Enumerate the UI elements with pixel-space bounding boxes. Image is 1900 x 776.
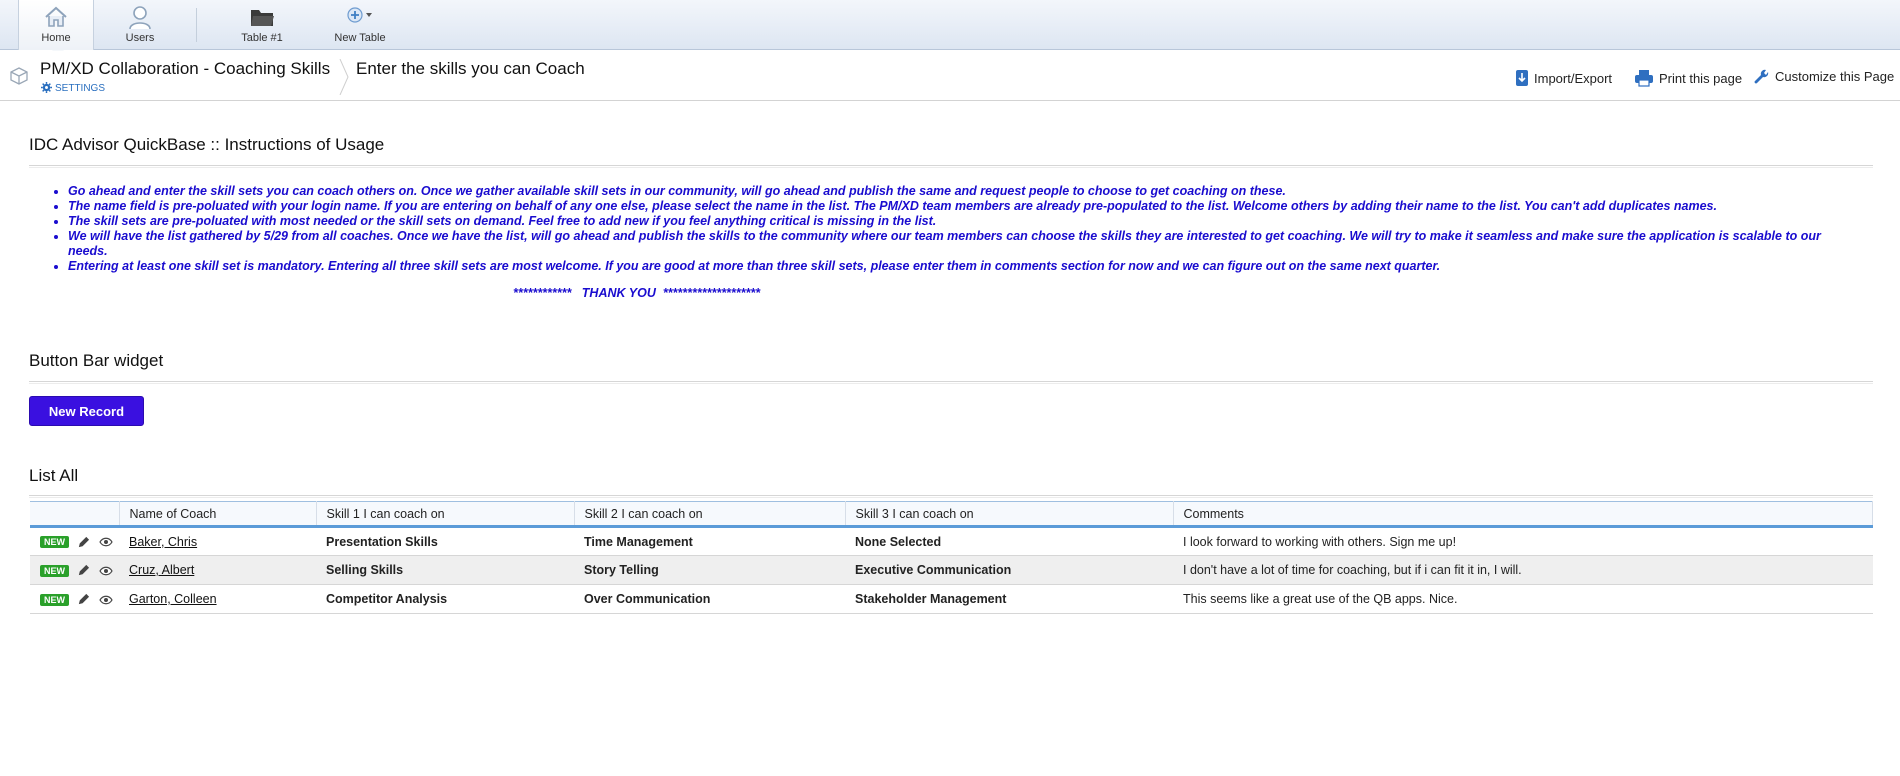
column-header-comments[interactable]: Comments (1173, 502, 1873, 527)
new-badge: NEW (40, 536, 69, 548)
new-record-button[interactable]: New Record (29, 396, 144, 426)
nav-users[interactable] (100, 0, 180, 50)
list-title: List All (29, 466, 79, 485)
customize-label: Customize this Page (1775, 69, 1895, 84)
coach-name-link[interactable]: Baker, Chris (129, 534, 198, 549)
nav-table1[interactable] (225, 0, 299, 50)
nav-users-label: Users (125, 32, 155, 44)
instruction-item: • Go ahead and enter the skill sets you can coach others on. Once we gather available skill sets in our community, will go ahead and publish the same and request people to choose to get coaching on these. (68, 184, 1847, 199)
home-icon (43, 4, 69, 30)
pencil-icon[interactable] (77, 536, 90, 549)
instruction-item: • The name field is pre-poluated with your login name. If you are entering on behalf of any one else, please select the name in the list. The PM/XD team members are already pre-populated to the list. Welcome others by adding their name to the list. You can't add duplicates names. (68, 199, 1847, 214)
comments-cell: I don't have a lot of time for coaching, but if i can fit it in, I will. (1173, 556, 1873, 585)
skill2-cell: Story Telling (574, 556, 845, 585)
coach-name-cell[interactable] (119, 527, 316, 556)
add-table-icon (343, 4, 377, 30)
nav-new-table[interactable] (323, 0, 397, 50)
skill1-cell: Competitor Analysis (316, 585, 574, 614)
skill1-cell: Presentation Skills (316, 527, 574, 556)
instruction-item: • We will have the list gathered by 5/29 from all coaches. Once we have the list, will go ahead and publish the skills to the community where our team members can choose the skills they are interested to get coaching. We will try to make it seamless and make sure the application is scalable to our needs. (68, 229, 1847, 259)
import-export-link[interactable] (1515, 69, 1612, 87)
settings-label: SETTINGS (55, 83, 106, 94)
records-table (30, 501, 1873, 614)
comments-cell: This seems like a great use of the QB apps. Nice. (1173, 585, 1873, 614)
page-header (0, 51, 1900, 101)
eye-icon[interactable] (99, 537, 113, 547)
nav-table1-label: Table #1 (241, 32, 283, 44)
nav-home[interactable] (18, 0, 94, 50)
column-header-skill2[interactable]: Skill 2 I can coach on (574, 502, 845, 527)
coach-name-cell[interactable] (119, 556, 316, 585)
top-nav (0, 0, 1900, 50)
comments-cell: I look forward to working with others. Sign me up! (1173, 527, 1873, 556)
customize-link[interactable] (1754, 69, 1894, 85)
row-actions (30, 556, 119, 585)
instruction-item: • The skill sets are pre-poluated with most needed or the skill sets on demand. Feel free to add new if you feel anything critical is missing in the list. (68, 214, 1847, 229)
table-row (30, 585, 1873, 614)
users-icon (127, 4, 153, 30)
section-divider (29, 381, 1873, 384)
instruction-item: • Entering at least one skill set is mandatory. Entering all three skill sets are most welcome. If you are good at more than three skill sets, please enter them in comments section for now and we can figure out on the same next quarter. (68, 259, 1847, 274)
settings-link[interactable] (41, 82, 105, 94)
printer-icon (1634, 69, 1654, 87)
row-actions (30, 527, 119, 556)
coach-name-cell[interactable] (119, 585, 316, 614)
skill3-cell: Stakeholder Management (845, 585, 1173, 614)
coach-name-link[interactable]: Garton, Colleen (129, 592, 217, 606)
nav-home-label: Home (41, 32, 71, 44)
pencil-icon[interactable] (77, 593, 90, 606)
new-badge: NEW (40, 565, 69, 577)
skill2-cell: Over Communication (574, 585, 845, 614)
instructions-title: IDC Advisor QuickBase :: Instructions of Usage (29, 135, 385, 154)
skill3-cell: None Selected (845, 527, 1173, 556)
instructions-list (47, 184, 1847, 274)
column-header-name[interactable]: Name of Coach (119, 502, 316, 527)
section-divider (29, 165, 1873, 168)
column-header-skill3[interactable]: Skill 3 I can coach on (845, 502, 1173, 527)
section-divider (29, 495, 1873, 498)
print-link[interactable] (1634, 69, 1742, 87)
column-header-actions (30, 502, 119, 527)
skill3-cell: Executive Communication (845, 556, 1173, 585)
table-row (30, 556, 1873, 585)
thank-you-note: ************ THANK YOU ******************** (513, 286, 761, 300)
nav-new-table-label: New Table (334, 32, 386, 44)
column-header-skill1[interactable]: Skill 1 I can coach on (316, 502, 574, 527)
eye-icon[interactable] (99, 566, 113, 576)
gear-icon (41, 82, 52, 93)
folder-icon (249, 4, 275, 30)
eye-icon[interactable] (99, 595, 113, 605)
nav-divider (196, 8, 197, 42)
button-bar-title: Button Bar widget (29, 351, 164, 370)
app-title[interactable]: PM/XD Collaboration - Coaching Skills (40, 59, 331, 78)
table-row (30, 527, 1873, 556)
wrench-icon (1754, 69, 1770, 85)
import-export-label: Import/Export (1534, 71, 1613, 86)
skill1-cell: Selling Skills (316, 556, 574, 585)
pencil-icon[interactable] (77, 564, 90, 577)
coach-name-link[interactable]: Cruz, Albert (129, 563, 195, 577)
print-label: Print this page (1659, 71, 1743, 86)
import-export-icon (1515, 69, 1529, 87)
new-badge: NEW (40, 594, 69, 606)
table-header-row (30, 502, 1873, 527)
row-actions (30, 585, 119, 614)
page-title: Enter the skills you can Coach (356, 59, 585, 78)
app-cube-icon (9, 66, 29, 86)
breadcrumb-chevron-icon (339, 59, 349, 95)
skill2-cell: Time Management (574, 527, 845, 556)
